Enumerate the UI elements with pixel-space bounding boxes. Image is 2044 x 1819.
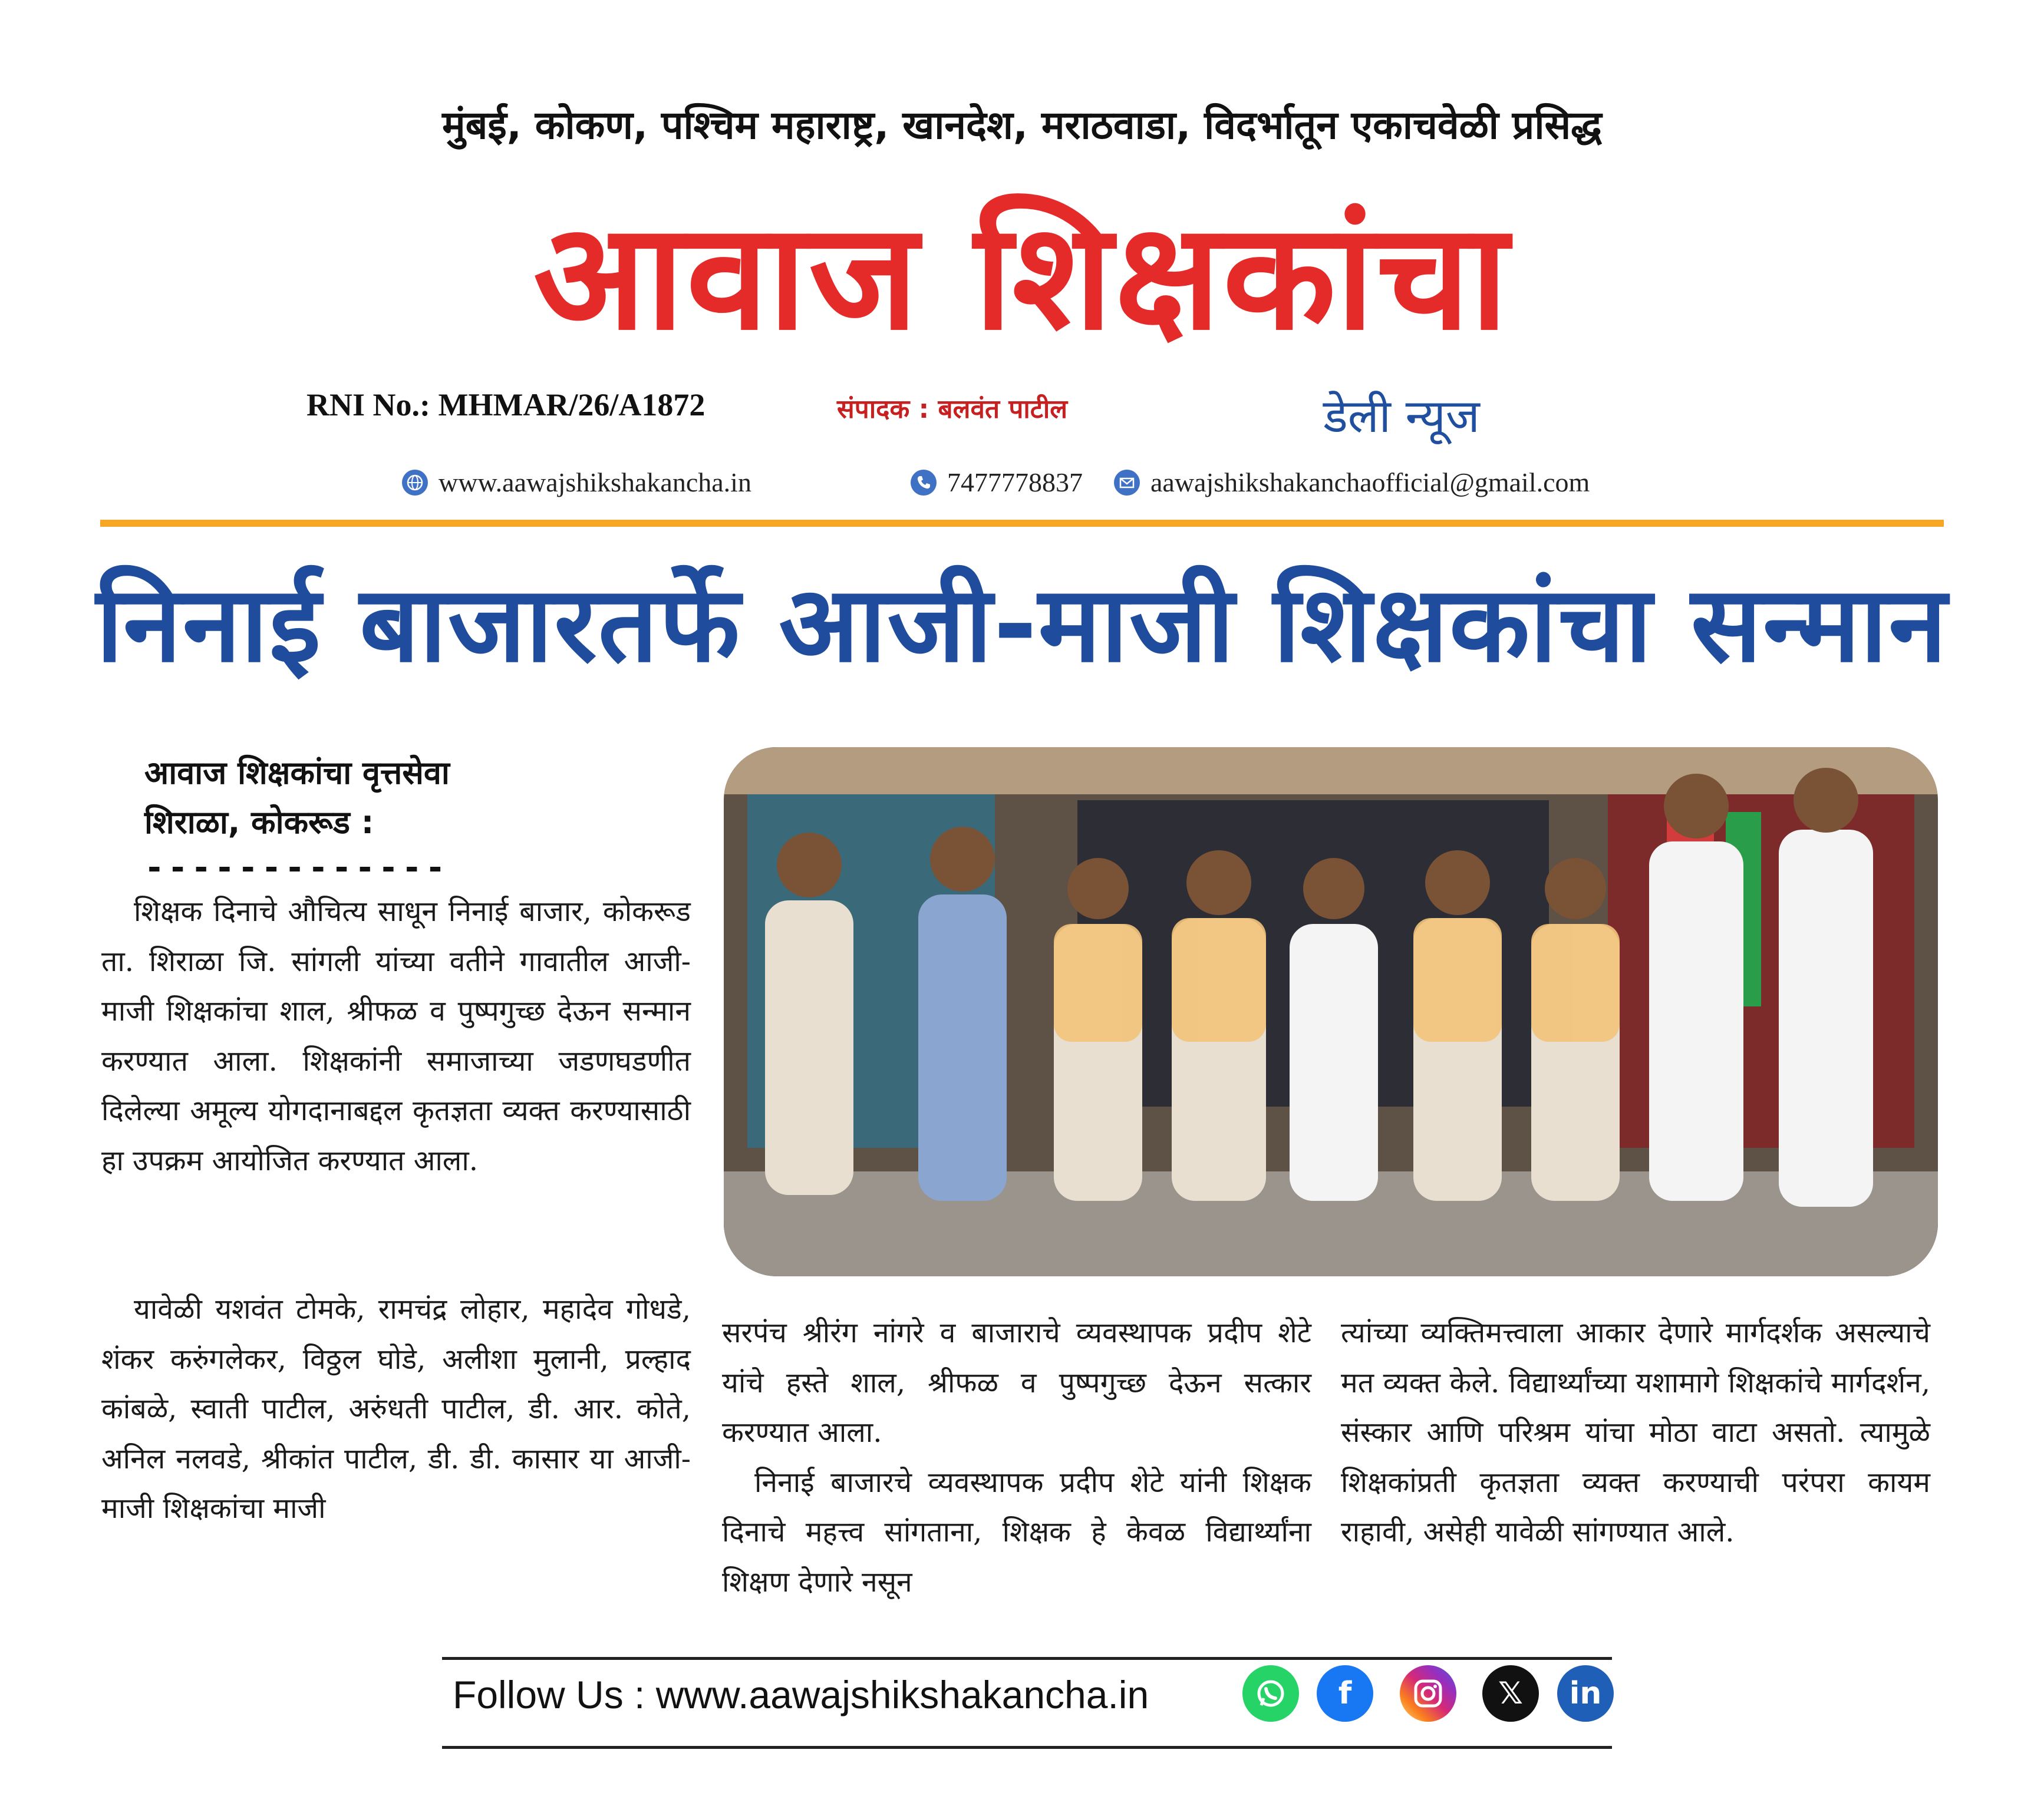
follow-us-link[interactable]: Follow Us : www.aawajshikshakancha.in [453,1673,1149,1716]
x-letter: 𝕏 [1498,1676,1523,1711]
byline-separator: ------------- [144,849,449,887]
phone-contact[interactable] [911,467,1083,498]
mail-icon [1114,470,1140,496]
email-contact[interactable] [1114,467,1590,498]
article-paragraph: शिक्षक दिनाचे औचित्य साधून निनाई बाजार, कोकरूड ता. शिराळा जि. सांगली यांच्या वतीने गावातील आजी-माजी शिक्षकांचा शाल, श्रीफळ व पुष्पगुच्छ देऊन सन्मान करण्यात आला. शिक्षकांनी समाजाच्या जडणघडणीत दिलेल्या अमूल्य योगदानाबद्दल कृतज्ञता व्यक्त करण्यासाठी हा उपक्रम आयोजित करण्यात आला. [101,895,691,1177]
article-paragraph: त्यांच्या व्यक्तिमत्त्वाला आकार देणारे मार्गदर्शक असल्याचे मत व्यक्त केले. विद्यार्थ्यांच्या यशामागे शिक्षकांचे मार्गदर्शन, संस्कार आणि परिश्रम यांचा मोठा वाटा असतो. त्यामुळे शिक्षकांप्रती कृतज्ञता व्यक्त करण्याची परंपरा कायम राहावी, असेही यावेळी सांगण्यात आले. [1341,1316,1930,1549]
newspaper-masthead: आवाज शिक्षकांचा [533,191,1511,362]
globe-icon [402,470,428,496]
footer-top-rule [442,1657,1612,1660]
linkedin-icon[interactable] [1557,1665,1614,1722]
article-headline: निनाई बाजारतर्फे आजी-माजी शिक्षकांचा सन्मान [95,563,1949,685]
article-paragraph: निनाई बाजारचे व्यवस्थापक प्रदीप शेटे यांनी शिक्षक दिनाचे महत्त्व सांगताना, शिक्षक हे केवळ विद्यार्थ्यांना शिक्षण देणारे नसून [722,1465,1311,1599]
x-icon[interactable] [1482,1665,1539,1722]
article-column-2 [722,1308,1311,1607]
article-column-3 [1341,1308,1930,1557]
article-column-1 [101,887,691,1186]
website-contact[interactable] [402,467,751,498]
header-divider [100,520,1944,527]
whatsapp-icon[interactable] [1242,1665,1299,1722]
byline-agency: आवाज शिक्षकांचा वृत्तसेवा [144,754,450,791]
editor-name: संपादक : बलवंत पाटील [837,394,1068,424]
edition-label: डेली न्यूज [1323,390,1480,443]
website-link[interactable]: www.aawajshikshakancha.in [439,467,751,497]
rni-number: RNI No.: MHMAR/26/A1872 [306,387,705,422]
event-photo [724,747,1938,1276]
edition-tagline: मुंबई, कोकण, पश्चिम महाराष्ट्र, खानदेश, मराठवाडा, विदर्भातून एकाचवेळी प्रसिद्ध [442,103,1602,148]
linkedin-letters: in [1569,1676,1602,1711]
facebook-letter: f [1338,1676,1352,1711]
article-paragraph: यावेळी यशवंत टोमके, रामचंद्र लोहार, महादेव गोधडे, शंकर करुंगलेकर, विठ्ठल घोडे, अलीशा मुलानी, प्रल्हाद कांबळे, स्वाती पाटील, अरुंधती पाटील, डी. आर. कोते, अनिल नलवडे, श्रीकांत पाटील, डी. डी. कासार या आजी-माजी शिक्षकांचा माजी [101,1293,691,1525]
byline-location: शिराळा, कोकरूड : [144,804,374,841]
phone-number[interactable]: 7477778837 [947,467,1083,497]
article-paragraph: सरपंच श्रीरंग नांगरे व बाजाराचे व्यवस्थापक प्रदीप शेटे यांचे हस्ते शाल, श्रीफळ व पुष्पगुच्छ देऊन सत्कार करण्यात आला. [722,1316,1311,1449]
article-column-1-continued [101,1285,691,1534]
instagram-icon[interactable] [1400,1665,1456,1722]
email-address[interactable]: aawajshikshakanchaofficial@gmail.com [1150,467,1590,497]
phone-icon [911,470,937,496]
article-byline [144,748,450,847]
facebook-icon[interactable] [1317,1665,1373,1722]
footer-bottom-rule [442,1746,1612,1749]
